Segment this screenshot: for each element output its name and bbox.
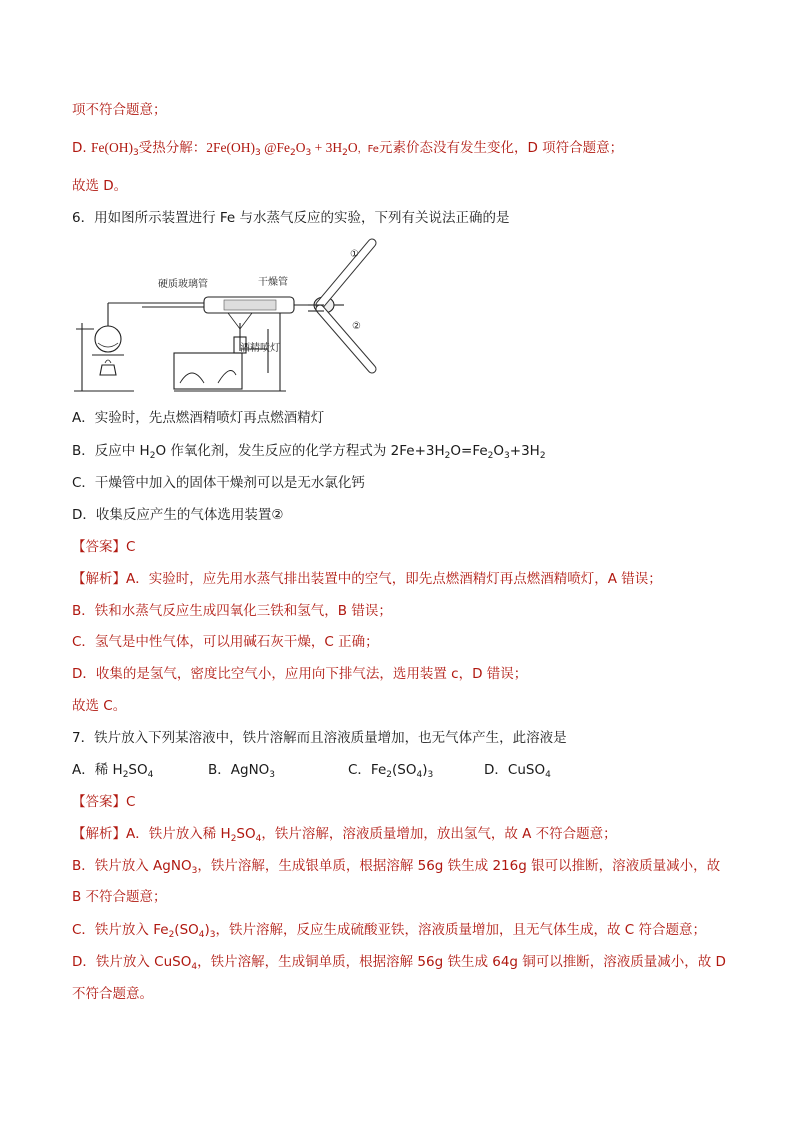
q7-option-c: C．$Fe_2(SO_4)_3$ (348, 762, 434, 780)
label-device-2: ② (352, 321, 361, 332)
q7-explanation-a: 【解析】A．铁片放入稀 $H_2SO_4$，铁片溶解，溶液质量增加，放出氢气，故 A 不符合题意； (72, 826, 617, 844)
flask (95, 326, 121, 352)
q6-option-c: C．干燥管中加入的固体干燥剂可以是无水氯化钙 (72, 475, 365, 491)
label-device-1: ① (350, 249, 359, 260)
apparatus-figure (72, 233, 392, 393)
q7-stem: 7．铁片放入下列某溶液中，铁片溶解而且溶液质量增加，也无气体产生，此溶液是 (72, 730, 567, 746)
q7-explanation-b-1: B．铁片放入 AgNO$_3$，铁片溶解，生成银单质，根据溶解 56g 铁生成 216g 银可以推断，溶液质量减小，故 (72, 858, 721, 876)
q6-answer: 【答案】C (72, 539, 136, 555)
q6-final-answer: 故选 C。 (72, 698, 127, 714)
q6-explanation-c: C．氢气是中性气体，可以用碱石灰干燥，C 正确； (72, 634, 379, 650)
q7-explanation-c: C．铁片放入 $Fe_2(SO_4)_3$，铁片溶解，反应生成硫酸亚铁，溶液质量增加，且无气体生成，故 C 符合题意； (72, 922, 707, 940)
q5-option-d-explanation: D. $Fe(OH)_3$受热分解：$2Fe(OH)_3$ $@Fe_2O_3 + 3H_2O$，Fe元素价态没有发生变化，D 项符合题意； (72, 140, 624, 158)
q7-explanation-d-2: 不符合题意。 (72, 986, 153, 1002)
q7-options (72, 760, 551, 780)
q6-stem: 6．用如图所示装置进行 Fe 与水蒸气反应的实验，下列有关说法正确的是 (72, 210, 510, 226)
q7-option-d: D．CuSO$_4$ (484, 762, 551, 780)
text-line: 项不符合题意； (72, 102, 167, 118)
q7-explanation-b-2: B 不符合题意； (72, 889, 167, 905)
q6-explanation-d: D．收集的是氢气，密度比空气小，应用向下排气法，选用装置 c，D 错误； (72, 666, 528, 682)
q6-option-b: B．反应中 $H_2O$ 作氧化剂，发生反应的化学方程式为 $2Fe+3H_2O=Fe_2O_3+3H_2$ (72, 443, 546, 461)
label-hard-glass-tube: 硬质玻璃管 (158, 279, 208, 290)
q6-explanation-a: 【解析】A．实验时，应先用水蒸气排出装置中的空气，即先点燃酒精灯再点燃酒精喷灯，A 错误； (72, 571, 662, 587)
q6-option-a: A．实验时，先点燃酒精喷灯再点燃酒精灯 (72, 410, 325, 426)
q6-option-d: D．收集反应产生的气体选用装置② (72, 507, 284, 523)
q7-answer: 【答案】C (72, 794, 136, 810)
alcohol-lamp (100, 365, 116, 375)
q5-final-answer: 故选 D。 (72, 178, 128, 194)
label-dry-tube: 干燥管 (258, 277, 288, 288)
q7-explanation-d-1: D．铁片放入 CuSO$_4$，铁片溶解，生成铜单质，根据溶解 56g 铁生成 64g 铜可以推断，溶液质量减小，故 D (72, 954, 726, 972)
q6-explanation-b: B．铁和水蒸气反应生成四氧化三铁和氢气，B 错误； (72, 603, 392, 619)
label-alcohol-blowtorch: 酒精喷灯 (240, 343, 280, 354)
q7-option-b: B．AgNO$_3$ (208, 762, 276, 780)
q7-option-a: A．稀 $H_2SO_4$ (72, 762, 154, 780)
